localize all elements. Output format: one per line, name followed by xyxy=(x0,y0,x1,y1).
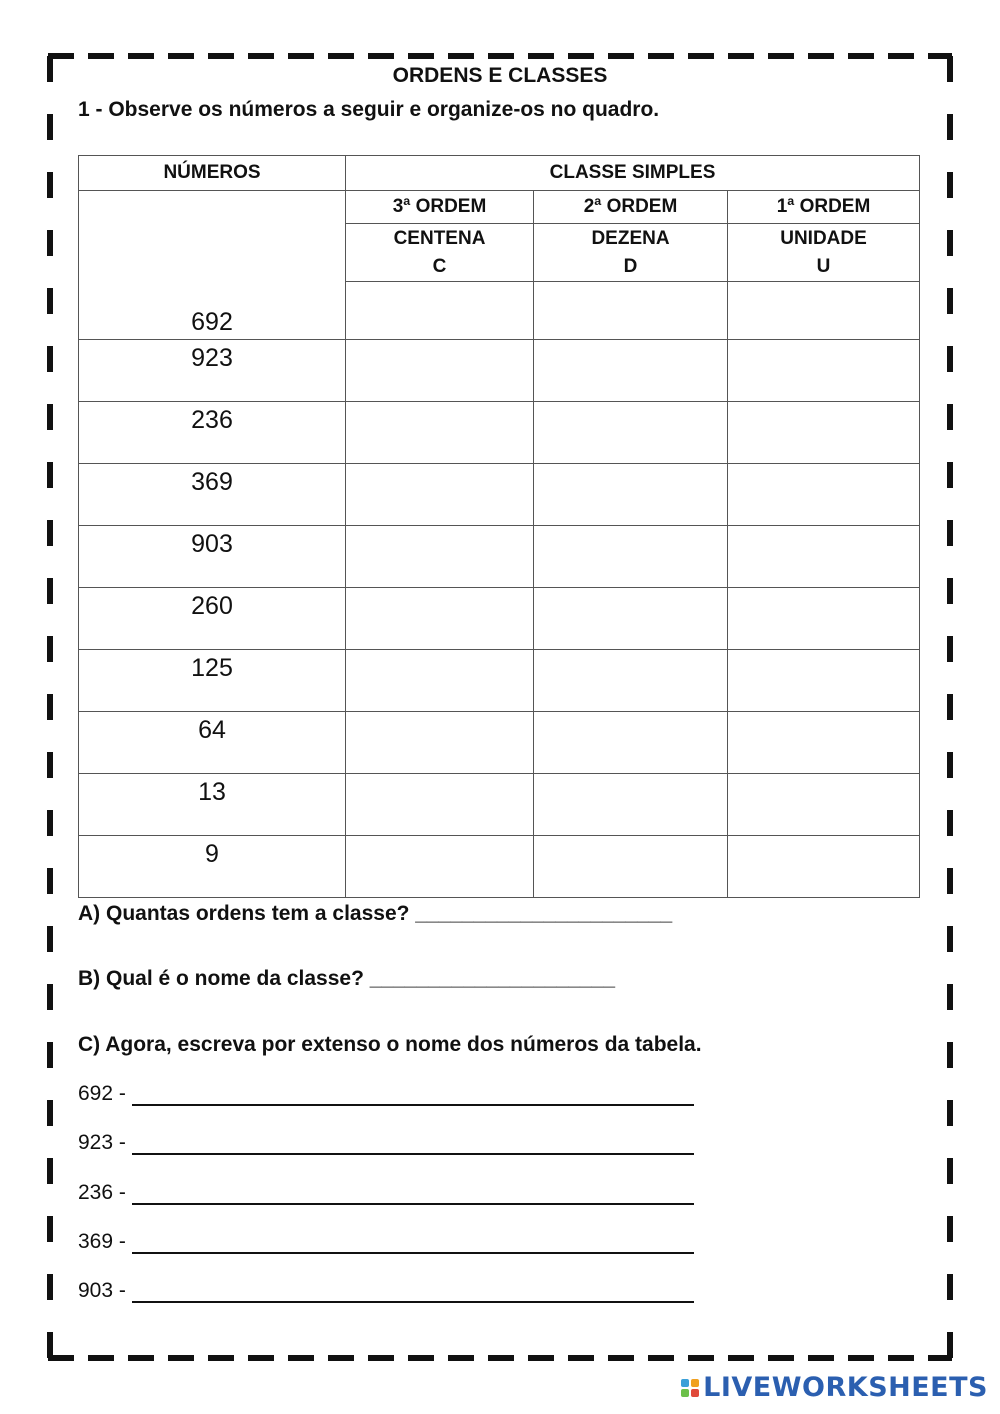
unit-letter: U xyxy=(816,255,831,277)
write-line-label: 369 - xyxy=(78,1230,126,1253)
number-cell: 64 xyxy=(79,712,346,774)
header-unidade xyxy=(728,224,920,282)
table-row xyxy=(79,340,920,402)
header-numeros: NÚMEROS xyxy=(79,156,346,191)
answer-cell-centena[interactable] xyxy=(346,402,534,464)
answer-cell-dezena[interactable] xyxy=(534,836,728,898)
table-row xyxy=(79,402,920,464)
header-order-3: 3ª ORDEM xyxy=(346,191,534,224)
answer-line[interactable] xyxy=(132,1279,694,1303)
write-line-label: 903 - xyxy=(78,1279,126,1302)
number-cell xyxy=(79,191,346,340)
unit-name: DEZENA xyxy=(591,227,670,249)
answer-cell-centena[interactable] xyxy=(346,340,534,402)
number-cell: 903 xyxy=(79,526,346,588)
table-row xyxy=(79,526,920,588)
number-cell: 260 xyxy=(79,588,346,650)
answer-cell-dezena[interactable] xyxy=(534,340,728,402)
number-cell: 369 xyxy=(79,464,346,526)
answer-cell-unidade[interactable] xyxy=(728,588,920,650)
table-row xyxy=(79,464,920,526)
table-row xyxy=(79,712,920,774)
liveworksheets-logo-icon xyxy=(681,1379,699,1397)
answer-cell-centena[interactable] xyxy=(346,526,534,588)
answer-cell-unidade[interactable] xyxy=(728,774,920,836)
orders-table xyxy=(78,155,920,898)
answer-line[interactable] xyxy=(132,1230,694,1254)
header-order-2: 2ª ORDEM xyxy=(534,191,728,224)
table-row xyxy=(79,836,920,898)
answer-cell-centena[interactable] xyxy=(346,588,534,650)
question-b[interactable]: B) Qual é o nome da classe? _____________________ xyxy=(78,967,616,990)
answer-cell-unidade[interactable] xyxy=(728,402,920,464)
write-line-item[interactable] xyxy=(78,1279,694,1303)
instruction-text: 1 - Observe os números a seguir e organize-os no quadro. xyxy=(78,98,660,121)
liveworksheets-logo-text: LIVEWORKSHEETS xyxy=(703,1372,988,1403)
answer-cell-dezena[interactable] xyxy=(534,526,728,588)
number-cell: 9 xyxy=(79,836,346,898)
table-row xyxy=(79,774,920,836)
unit-letter: D xyxy=(623,255,638,277)
answer-cell-centena[interactable] xyxy=(346,712,534,774)
header-centena xyxy=(346,224,534,282)
header-dezena xyxy=(534,224,728,282)
number-cell: 125 xyxy=(79,650,346,712)
answer-cell-dezena[interactable] xyxy=(534,588,728,650)
write-line-label: 236 - xyxy=(78,1181,126,1204)
answer-cell-unidade[interactable] xyxy=(728,340,920,402)
answer-cell-unidade[interactable] xyxy=(728,650,920,712)
answer-cell-unidade[interactable] xyxy=(728,712,920,774)
page-title: ORDENS E CLASSES xyxy=(392,64,608,87)
answer-cell-centena[interactable] xyxy=(346,774,534,836)
unit-letter: C xyxy=(432,255,447,277)
answer-cell-centena[interactable] xyxy=(346,282,534,340)
write-line-item[interactable] xyxy=(78,1131,694,1155)
question-a[interactable]: A) Quantas ordens tem a classe? ______________________ xyxy=(78,902,673,925)
answer-cell-dezena[interactable] xyxy=(534,464,728,526)
table-row xyxy=(79,650,920,712)
answer-cell-dezena[interactable] xyxy=(534,282,728,340)
write-line-label: 692 - xyxy=(78,1082,126,1105)
header-classe-simples: CLASSE SIMPLES xyxy=(346,156,920,191)
answer-cell-unidade[interactable] xyxy=(728,836,920,898)
answer-cell-centena[interactable] xyxy=(346,836,534,898)
answer-cell-dezena[interactable] xyxy=(534,774,728,836)
answer-cell-unidade[interactable] xyxy=(728,464,920,526)
write-line-item[interactable] xyxy=(78,1230,694,1254)
question-c: C) Agora, escreva por extenso o nome dos números da tabela. xyxy=(78,1033,702,1056)
header-order-1: 1ª ORDEM xyxy=(728,191,920,224)
write-line-item[interactable] xyxy=(78,1181,694,1205)
answer-cell-centena[interactable] xyxy=(346,464,534,526)
answer-line[interactable] xyxy=(132,1131,694,1155)
answer-cell-unidade[interactable] xyxy=(728,526,920,588)
answer-cell-dezena[interactable] xyxy=(534,650,728,712)
number-value: 692 xyxy=(191,308,233,336)
write-line-label: 923 - xyxy=(78,1131,126,1154)
answer-cell-centena[interactable] xyxy=(346,650,534,712)
unit-name: CENTENA xyxy=(393,227,486,249)
answer-cell-dezena[interactable] xyxy=(534,402,728,464)
table-row xyxy=(79,588,920,650)
number-cell: 923 xyxy=(79,340,346,402)
unit-name: UNIDADE xyxy=(780,227,867,249)
liveworksheets-logo xyxy=(681,1372,988,1403)
number-cell: 13 xyxy=(79,774,346,836)
answer-cell-unidade[interactable] xyxy=(728,282,920,340)
write-line-item[interactable] xyxy=(78,1082,694,1106)
answer-line[interactable] xyxy=(132,1082,694,1106)
number-cell: 236 xyxy=(79,402,346,464)
answer-cell-dezena[interactable] xyxy=(534,712,728,774)
answer-line[interactable] xyxy=(132,1181,694,1205)
